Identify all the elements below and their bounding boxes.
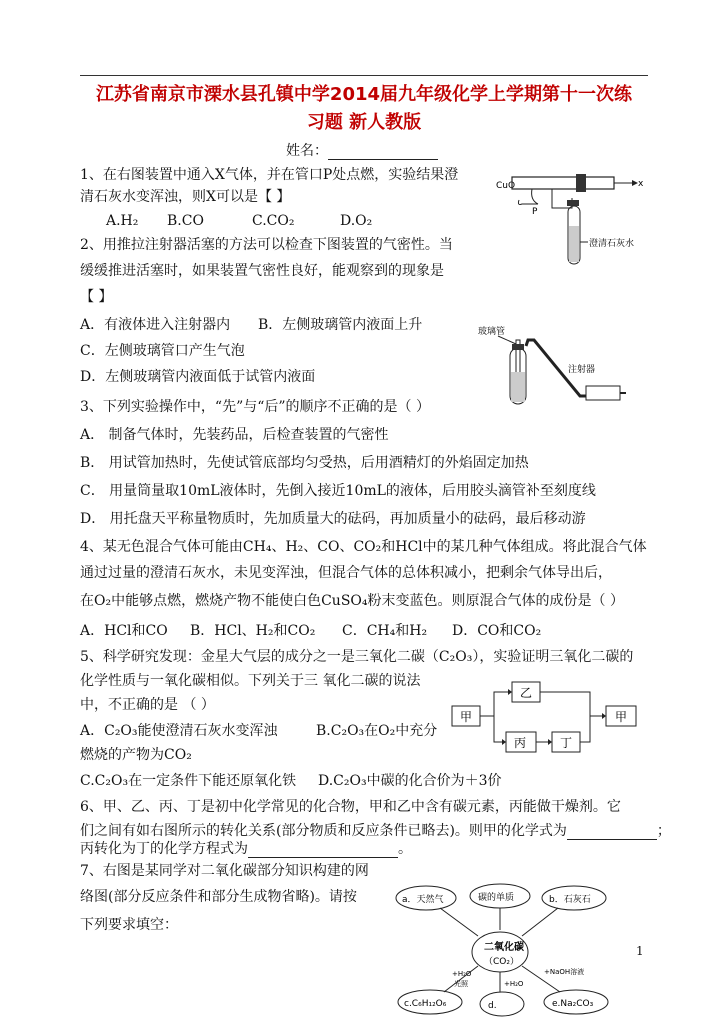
q4-option-a: A．HCl和CO: [80, 623, 168, 639]
node-ding-label: 丁: [560, 736, 573, 750]
q1-fig-cuo: CuO: [496, 181, 516, 191]
q4-line1: 4、某无色混合气体可能由CH₄、H₂、CO、CO₂和HCl中的某几种气体组成。将此混合气体: [80, 539, 647, 555]
node-jia-right-label: 甲: [615, 710, 628, 724]
q2-line1: 2、用推拉注射器活塞的方法可以检查下图装置的气密性。当: [80, 237, 453, 253]
node-yi-label: 乙: [520, 686, 533, 700]
node-jia-left-label: 甲: [460, 710, 473, 724]
q7-line2: 络图(部分反应条件和部分生成物省略)。请按: [80, 889, 357, 905]
q2-option-d: D．左侧玻璃管内液面低于试管内液面: [80, 369, 316, 385]
q7-node-bb: b．石灰石: [549, 895, 591, 905]
q3-option-c: C． 用量筒量取10mL液体时，先倒入接近10mL的液体，后用胶头滴管补至刻度线: [80, 483, 596, 499]
q2-option-c: C．左侧玻璃管口产生气泡: [80, 343, 245, 359]
q1-line1: 1、在右图装置中通入X气体，并在管口P处点燃，实验结果澄: [80, 167, 459, 183]
q7-label-h2o-light-2: 光照: [454, 980, 468, 988]
q7-node-center-1: 二氧化碳: [484, 942, 524, 953]
q7-co2-network-figure: [394, 880, 634, 1020]
q2-option-b: B．左侧玻璃管内液面上升: [258, 317, 423, 333]
q7-node-b: 碳的单质: [478, 893, 515, 903]
q4-option-b: B．HCl、H₂和CO₂: [190, 623, 316, 639]
q7-line1: 7、右图是某同学对二氧化碳部分知识构建的网: [80, 863, 369, 879]
q6-answer-blank-1[interactable]: [567, 825, 657, 840]
q7-node-center-2: （CO₂）: [484, 957, 519, 967]
q2-option-a: A．有液体进入注射器内: [80, 317, 231, 333]
q6-line1: 6、甲、乙、丙、丁是初中化学常见的化合物，甲和乙中含有碳元素，丙能做干燥剂。它: [80, 799, 621, 815]
q4-option-d: D．CO和CO₂: [452, 623, 542, 639]
node-bing-label: 丙: [514, 736, 527, 750]
q1-option-b: B.CO: [167, 213, 204, 229]
q5-line2: 化学性质与一氧化碳相似。下列关于三 氧化二碳的说法: [80, 673, 421, 689]
q4-line3: 在O₂中能够点燃，燃烧产物不能使白色CuSO₄粉末变蓝色。则原混合气体的成份是（ ）: [80, 593, 624, 609]
q1-line2: 清石灰水变浑浊，则X可以是【 】: [80, 189, 291, 205]
q2-bracket: 【 】: [80, 289, 113, 305]
q7-label-h2o: +H₂O: [504, 980, 524, 988]
q1-fig-water: 澄清石灰水: [589, 239, 635, 249]
q3-option-a: A． 制备气体时，先装药品，后检查装置的气密性: [80, 427, 389, 443]
q6-conversion-diagram: [450, 676, 650, 760]
q6-line3: 丙转化为丁的化学方程式为 。: [80, 841, 412, 857]
q1-fig-x: x: [638, 179, 644, 189]
q5-line3: 中，不正确的是 （ ）: [80, 697, 215, 713]
q7-label-h2o-light-1: +H₂O: [452, 970, 472, 978]
q5-option-b-cont: 燃烧的产物为CO₂: [80, 747, 192, 763]
q2-apparatus-figure: [476, 320, 626, 412]
q1-fig-p: P: [532, 207, 538, 217]
q5-option-c: C.C₂O₃在一定条件下能还原氧化铁: [80, 773, 297, 789]
q1-apparatus-figure: [492, 160, 652, 270]
q4-line2: 通过过量的澄清石灰水，未见变浑浊，但混合气体的总体积减小，把剩余气体导出后，: [80, 565, 612, 581]
q1-option-a: A.H₂: [106, 213, 139, 229]
q4-option-c: C．CH₄和H₂: [342, 623, 428, 639]
q2-fig-tube: 玻璃管: [478, 327, 506, 337]
q5-option-a: A．C₂O₃能使澄清石灰水变浑浊: [80, 723, 278, 739]
q7-line3: 下列要求填空：: [80, 917, 178, 933]
q7-node-a: a．天然气: [402, 895, 444, 905]
q6-answer-blank-2[interactable]: [248, 843, 398, 858]
page-title: 江苏省南京市溧水县孔镇中学2014届九年级化学上学期第十一次练: [95, 84, 633, 105]
q2-fig-syringe: 注射器: [568, 365, 596, 375]
q5-option-d: D.C₂O₃中碳的化合价为＋3价: [318, 773, 502, 789]
q1-option-d: D.O₂: [340, 213, 373, 229]
header-rule: [80, 75, 648, 76]
q7-node-c: c.C₆H₁₂O₆: [404, 999, 447, 1009]
q1-option-c: C.CO₂: [252, 213, 295, 229]
name-blank[interactable]: [328, 145, 438, 160]
q5-option-b: B.C₂O₃在O₂中充分: [316, 723, 438, 739]
q7-node-d: d.: [488, 1001, 497, 1011]
q2-line2: 缓缓推进活塞时，如果装置气密性良好，能观察到的现象是: [80, 263, 444, 279]
page-title-line2: 习题 新人教版: [306, 112, 422, 133]
q5-line1: 5、科学研究发现：金星大气层的成分之一是三氧化二碳（C₂O₃），实验证明三氧化二碳的: [80, 649, 634, 665]
q3-stem: 3、下列实验操作中，“先”与“后”的顺序不正确的是（ ）: [80, 399, 430, 415]
q6-line2: 们之间有如右图所示的转化关系(部分物质和反应条件已略去)。则甲的化学式为 ；: [80, 823, 671, 839]
q3-option-d: D． 用托盘天平称量物质时，先加质量大的砝码，再加质量小的砝码，最后移动游: [80, 511, 586, 527]
page-number: 1: [636, 944, 644, 958]
q7-label-naoh: +NaOH溶液: [544, 968, 585, 976]
q7-node-e: e.Na₂CO₃: [552, 999, 594, 1009]
q3-option-b: B． 用试管加热时，先使试管底部均匀受热，后用酒精灯的外焰固定加热: [80, 455, 529, 471]
name-label: 姓名：: [286, 142, 438, 160]
